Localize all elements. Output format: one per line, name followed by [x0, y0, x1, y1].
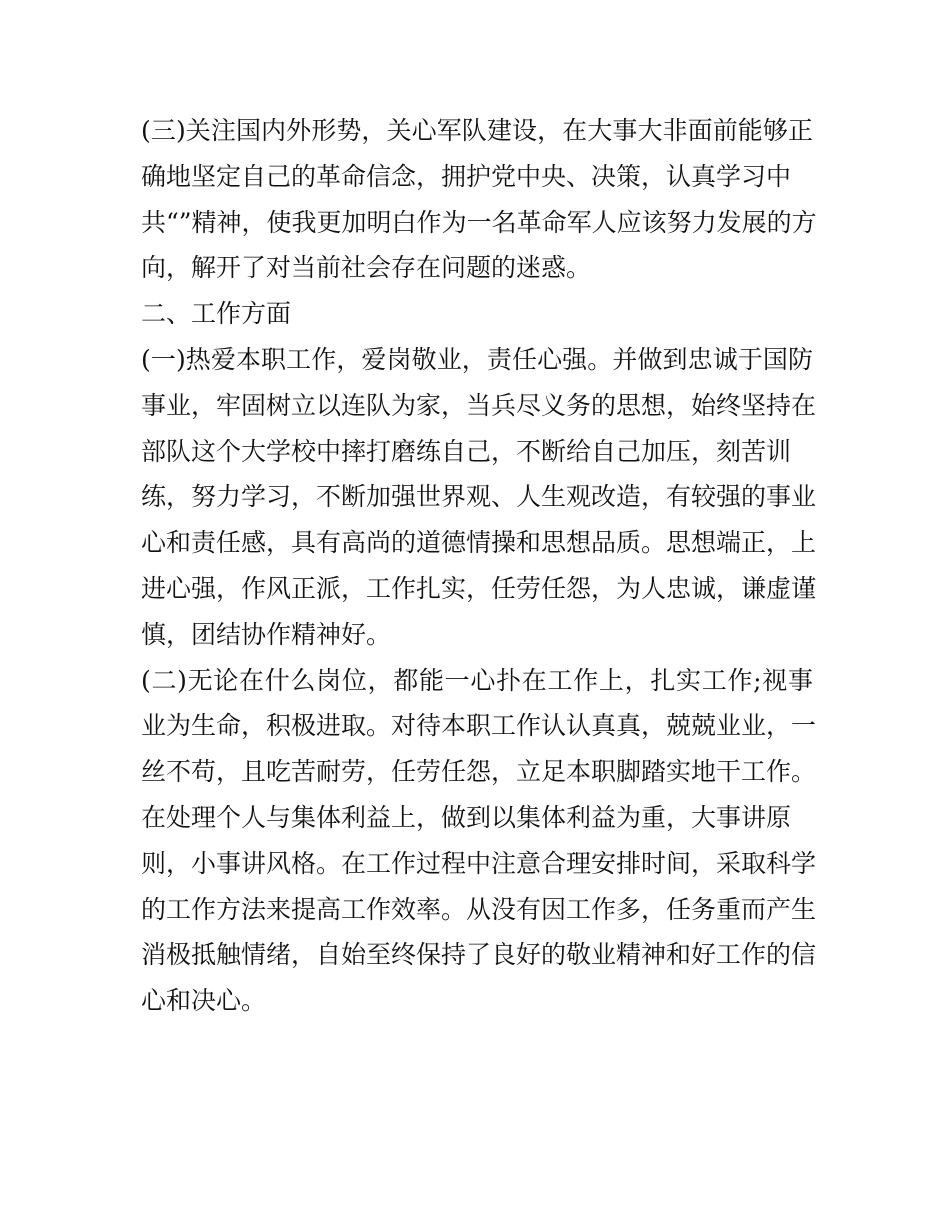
- text-line: 心和责任感，具有高尚的道德情操和思想品质。思想端正，上: [141, 528, 817, 558]
- text-line: 确地坚定自己的革命信念，拥护党中央、决策，认真学习中: [141, 161, 792, 191]
- text-line: 部队这个大学校中摔打磨练自己，不断给自己加压，刻苦训: [141, 436, 792, 466]
- text-line: (二)无论在什么岗位，都能一心扑在工作上，扎实工作;视事: [141, 665, 813, 695]
- section-heading: 二、工作方面: [141, 299, 292, 329]
- text-line: 练，努力学习，不断加强世界观、人生观改造，有较强的事业: [141, 482, 817, 512]
- document-body: [141, 108, 817, 1024]
- text-line: 在处理个人与集体利益上，做到以集体利益为重，大事讲原: [141, 802, 792, 832]
- text-line: 共“”精神，使我更加明白作为一名革命军人应该努力发展的方: [141, 207, 817, 237]
- text-line: 业为生命，积极进取。对待本职工作认认真真，兢兢业业，一: [141, 711, 817, 741]
- text-line: 向，解开了对当前社会存在问题的迷惑。: [141, 253, 592, 283]
- text-line: 则，小事讲风格。在工作过程中注意合理安排时间，采取科学: [141, 848, 817, 878]
- text-line: (一)热爱本职工作，爱岗敬业，责任心强。并做到忠诚于国防: [141, 344, 813, 374]
- text-line: (三)关注国内外形势，关心军队建设，在大事大非面前能够正: [141, 116, 813, 145]
- text-line: 慎，团结协作精神好。: [141, 619, 392, 649]
- text-line: 进心强，作风正派，工作扎实，任劳任怨，为人忠诚，谦虚谨: [141, 573, 817, 603]
- text-line: 丝不苟，且吃苦耐劳，任劳任怨，立足本职脚踏实地干工作。: [141, 757, 817, 787]
- text-line: 事业，牢固树立以连队为家，当兵尽义务的思想，始终坚持在: [141, 390, 817, 420]
- text-line: 心和决心。: [141, 986, 267, 1016]
- text-line: 的工作方法来提高工作效率。从没有因工作多，任务重而产生: [141, 894, 817, 924]
- text-line: 消极抵触情绪，自始至终保持了良好的敬业精神和好工作的信: [141, 940, 817, 970]
